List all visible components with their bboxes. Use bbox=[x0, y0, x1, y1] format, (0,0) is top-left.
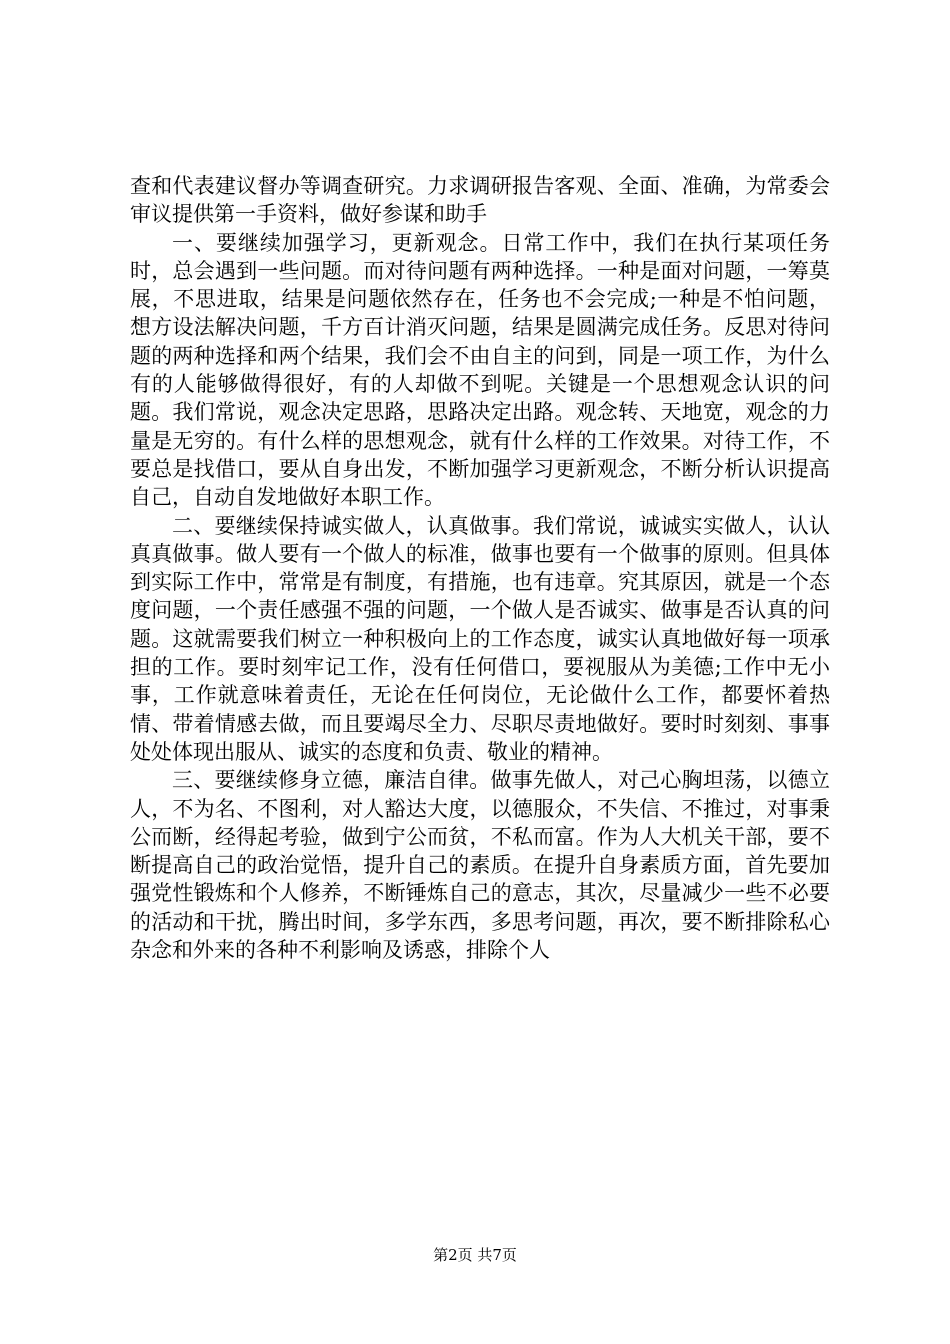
paragraph-section-1: 一、要继续加强学习，更新观念。日常工作中，我们在执行某项任务时，总会遇到一些问题。而对待问题有两种选择。一种是面对问题，一筹莫展，不思进取，结果是问题依然存在，任务也不会完成;一种是不怕问题，想方设法解决问题，千方百计消灭问题，结果是圆满完成任务。反思对待问题的两种选择和两个结果，我们会不由自主的问到，同是一项工作，为什么有的人能够做得很好，有的人却做不到呢。关键是一个思想观念认识的问题。我们常说，观念决定思路，思路决定出路。观念转、天地宽，观念的力量是无穷的。有什么样的思想观念，就有什么样的工作效果。对待工作，不要总是找借口，要从自身出发，不断加强学习更新观念，不断分析认识提高自己，自动自发地做好本职工作。 bbox=[130, 230, 830, 510]
paragraph-continuation: 查和代表建议督办等调查研究。力求调研报告客观、全面、准确，为常委会审议提供第一手资料，做好参谋和助手 bbox=[130, 174, 830, 227]
paragraph-section-3: 三、要继续修身立德，廉洁自律。做事先做人，对己心胸坦荡，以德立人，不为名、不图利，对人豁达大度，以德服众，不失信、不推过，对事秉公而断，经得起考验，做到宁公而贫，不私而富。作为人大机关干部，要不断提高自己的政治觉悟，提升自己的素质。在提升自身素质方面，首先要加强党性锻炼和个人修养，不断锤炼自己的意志，其次，尽量减少一些不必要的活动和干扰，腾出时间，多学东西，多思考问题，再次，要不断排除私心杂念和外来的各种不利影响及诱惑，排除个人 bbox=[130, 768, 830, 963]
document-body bbox=[130, 172, 830, 964]
paragraph-section-2: 二、要继续保持诚实做人，认真做事。我们常说，诚诚实实做人，认认真真做事。做人要有一个做人的标准，做事也要有一个做事的原则。但具体到实际工作中，常常是有制度，有措施，也有违章。究其原因，就是一个态度问题，一个责任感强不强的问题，一个做人是否诚实、做事是否认真的问题。这就需要我们树立一种积极向上的工作态度，诚实认真地做好每一项承担的工作。要时刻牢记工作，没有任何借口，要视服从为美德;工作中无小事，工作就意味着责任，无论在任何岗位，无论做什么工作，都要怀着热情、带着情感去做，而且要竭尽全力、尽职尽责地做好。要时时刻刻、事事处处体现出服从、诚实的态度和负责、敬业的精神。 bbox=[130, 513, 830, 764]
page-footer: 第2页 共7页 bbox=[433, 1246, 517, 1264]
